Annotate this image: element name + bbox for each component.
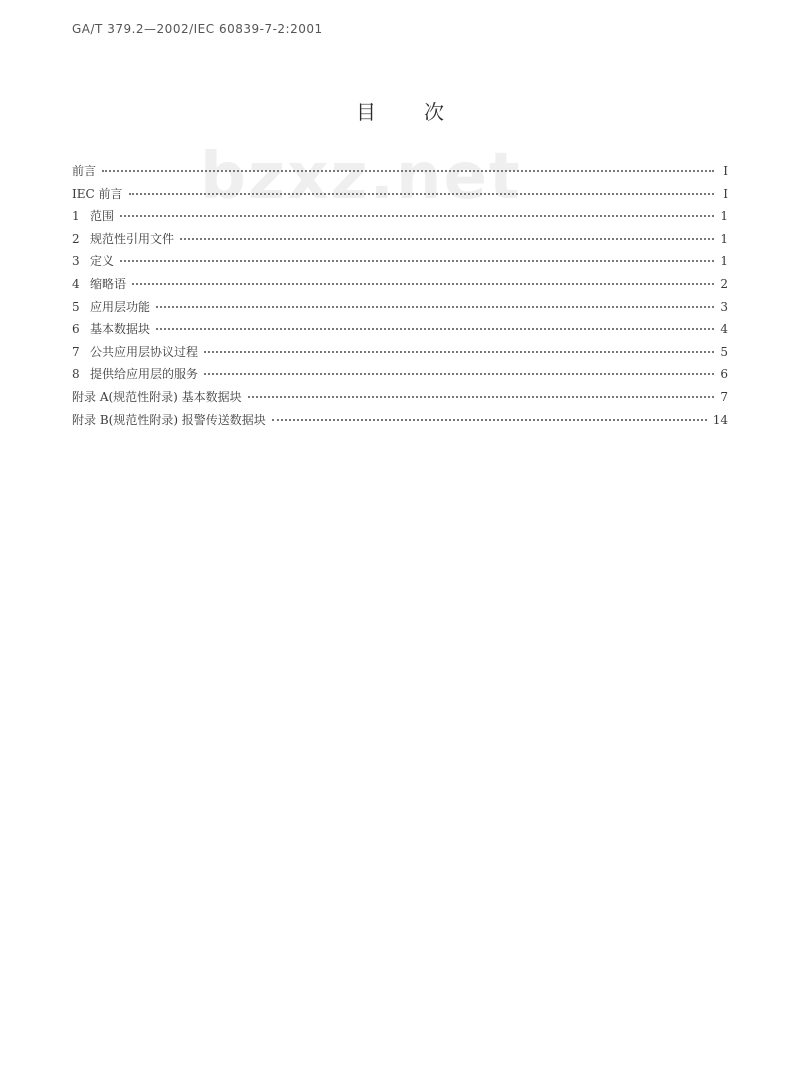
- toc-entry-number: 4: [72, 276, 80, 291]
- toc-entry-page: 6: [720, 367, 728, 382]
- dot-leader: [180, 237, 714, 240]
- toc-entry-label: 前言: [72, 164, 97, 178]
- toc-entry-label: 附录 B(规范性附录) 报警传送数据块: [72, 412, 266, 427]
- toc-entry-page: 4: [720, 322, 728, 337]
- dot-leader: [156, 327, 714, 330]
- dot-leader: [102, 169, 714, 172]
- dot-leader: [120, 259, 714, 262]
- toc-entry-label: 规范性引用文件: [90, 231, 175, 246]
- toc-entry-basic-data-blocks[interactable]: [72, 318, 728, 341]
- toc-entry-page: 2: [720, 276, 728, 291]
- dot-leader: [204, 350, 714, 353]
- dot-leader: [120, 214, 714, 217]
- toc-entry-label: IEC 前言: [72, 186, 123, 201]
- toc-entry-label: 应用层功能: [90, 299, 151, 314]
- toc-entry-number: 7: [72, 344, 80, 359]
- toc-entry-label: 公共应用层协议过程: [90, 344, 199, 359]
- dot-leader: [132, 282, 714, 285]
- toc-entry-label: 基本数据块: [90, 322, 151, 337]
- dot-leader: [272, 418, 707, 421]
- toc-entry-iec-foreword[interactable]: [72, 183, 728, 206]
- toc-entry-common-protocol-procedures[interactable]: [72, 341, 728, 364]
- toc-entry-number: 6: [72, 322, 80, 337]
- toc-entry-annex-b[interactable]: [72, 409, 728, 432]
- toc-entry-page: 1: [720, 254, 728, 269]
- table-of-contents: [72, 160, 728, 431]
- toc-entry-page: 5: [720, 344, 728, 359]
- toc-title: [0, 96, 800, 125]
- toc-entry-number: 3: [72, 254, 80, 269]
- toc-entry-label: 定义: [90, 254, 115, 269]
- dot-leader: [156, 305, 714, 308]
- toc-entry-page: 7: [720, 389, 728, 404]
- toc-entry-page: 1: [720, 231, 728, 246]
- toc-entry-definitions[interactable]: [72, 250, 728, 273]
- toc-entry-normative-references[interactable]: [72, 228, 728, 251]
- toc-entry-label: 附录 A(规范性附录) 基本数据块: [72, 389, 242, 404]
- toc-entry-label: 提供给应用层的服务: [90, 367, 199, 382]
- toc-entry-foreword[interactable]: [72, 160, 728, 183]
- toc-entry-page: I: [723, 186, 728, 201]
- standard-number-header: GA/T 379.2—2002/IEC 60839-7-2:2001: [72, 22, 323, 36]
- toc-entry-page: 1: [720, 209, 728, 224]
- toc-entry-label: 缩略语: [90, 276, 127, 291]
- dot-leader: [129, 192, 715, 195]
- dot-leader: [204, 372, 714, 375]
- toc-entry-number: 8: [72, 367, 80, 382]
- toc-entry-label: 范围: [90, 209, 115, 224]
- toc-title-char-2: 次: [424, 100, 444, 124]
- toc-entry-page: I: [723, 164, 728, 178]
- toc-entry-page: 3: [720, 299, 728, 314]
- toc-entry-number: 5: [72, 299, 80, 314]
- toc-entry-scope[interactable]: [72, 205, 728, 228]
- dot-leader: [248, 395, 714, 398]
- toc-entry-application-layer-functions[interactable]: [72, 296, 728, 319]
- toc-entry-services-provided[interactable]: [72, 363, 728, 386]
- toc-entry-abbreviations[interactable]: [72, 273, 728, 296]
- watermark: bzxz.net: [200, 140, 522, 214]
- toc-entry-number: 2: [72, 231, 80, 246]
- toc-entry-page: 14: [712, 412, 728, 427]
- toc-entry-annex-a[interactable]: [72, 386, 728, 409]
- toc-title-char-1: 目: [356, 100, 376, 124]
- toc-entry-number: 1: [72, 209, 80, 224]
